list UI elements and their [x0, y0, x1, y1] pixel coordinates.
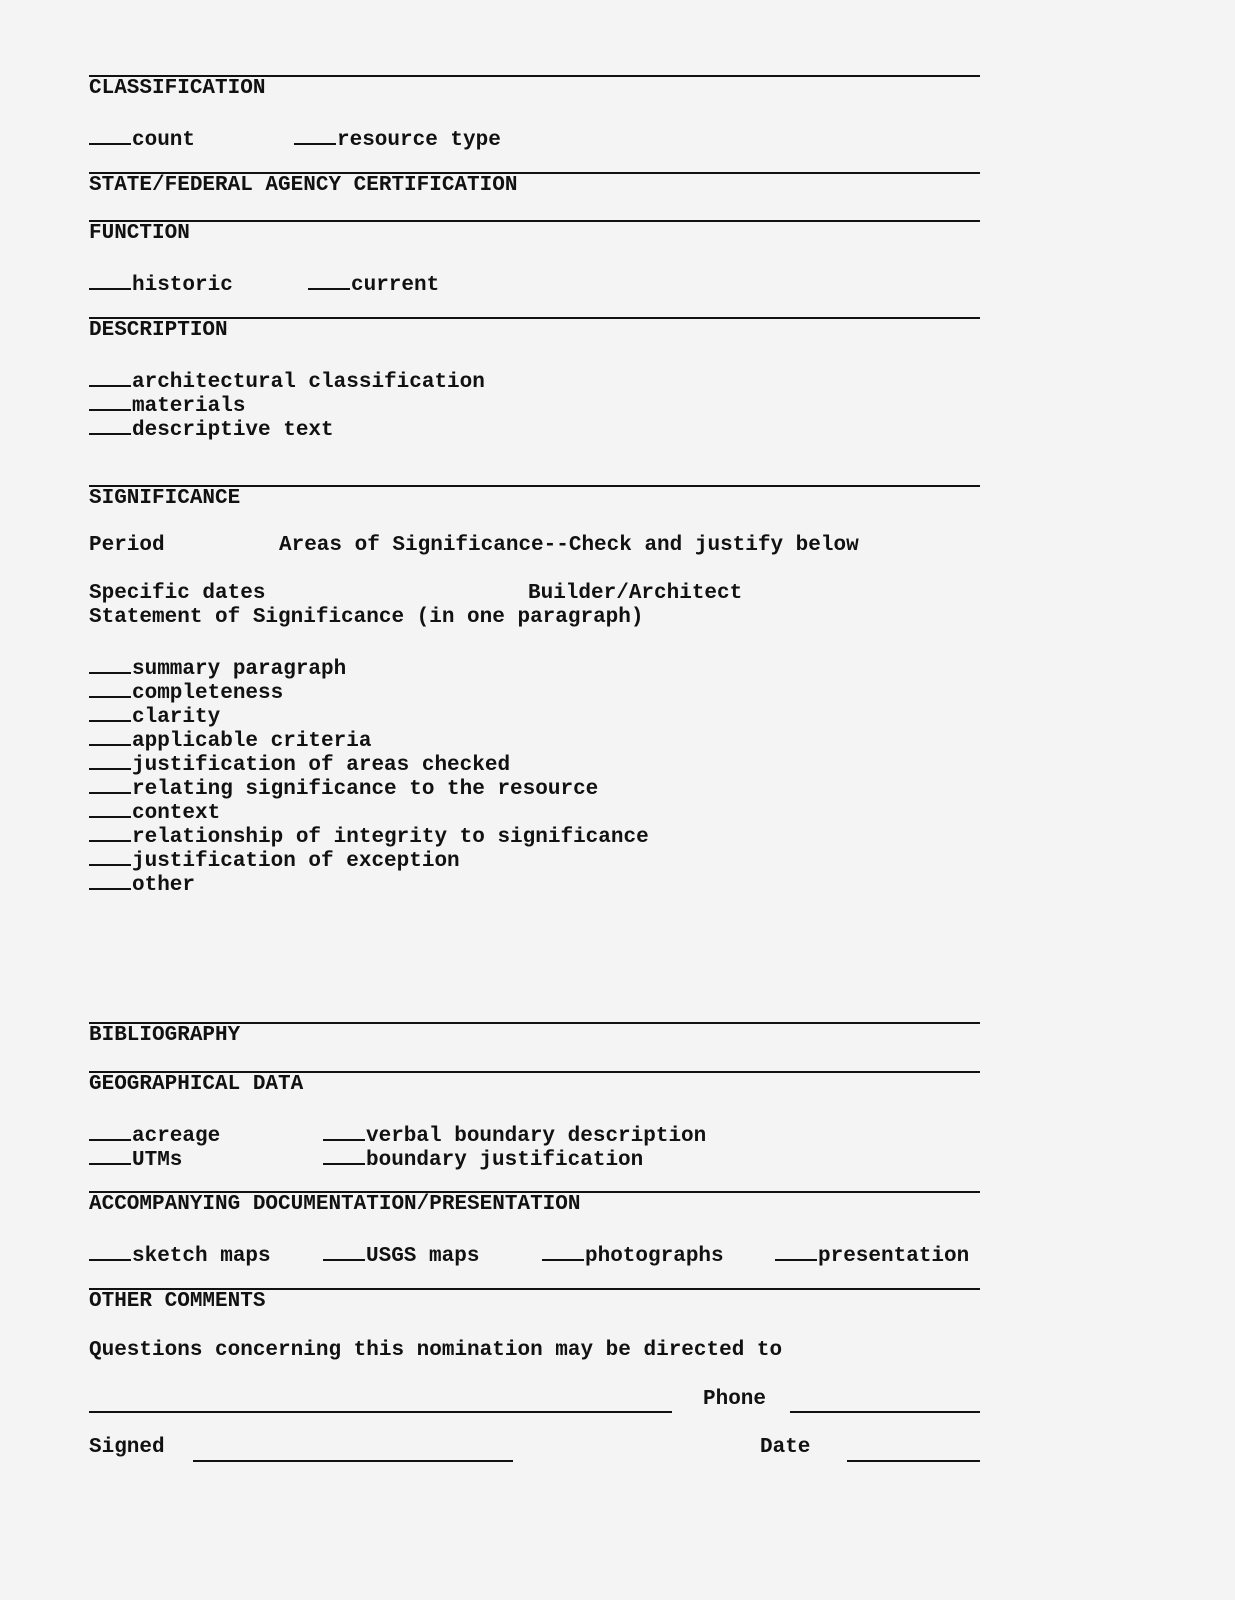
- check-blank[interactable]: [323, 1241, 365, 1261]
- check-blank[interactable]: [89, 1241, 131, 1261]
- checkbox-historic[interactable]: historic: [89, 270, 233, 298]
- check-blank[interactable]: [89, 774, 131, 794]
- date-label: Date: [760, 1436, 811, 1459]
- period-label: Period: [89, 534, 165, 557]
- signed-label: Signed: [89, 1436, 165, 1459]
- check-blank[interactable]: [89, 750, 131, 770]
- check-blank[interactable]: [89, 125, 131, 145]
- areas-label: Areas of Significance--Check and justify below: [279, 534, 859, 557]
- checkbox-integrity-relationship[interactable]: relationship of integrity to significance: [89, 822, 649, 850]
- check-blank[interactable]: [294, 125, 336, 145]
- checkbox-descriptive-text[interactable]: descriptive text: [89, 415, 334, 443]
- check-blank[interactable]: [89, 270, 131, 290]
- checkbox-count[interactable]: count: [89, 125, 195, 153]
- check-blank[interactable]: [89, 870, 131, 890]
- checkbox-sketch-maps[interactable]: sketch maps: [89, 1241, 271, 1269]
- check-blank[interactable]: [542, 1241, 584, 1261]
- check-blank[interactable]: [323, 1145, 365, 1165]
- comments-heading: OTHER COMMENTS: [89, 1290, 266, 1313]
- checkbox-presentation[interactable]: presentation: [775, 1241, 969, 1269]
- checkbox-photographs[interactable]: photographs: [542, 1241, 724, 1269]
- description-heading: DESCRIPTION: [89, 319, 228, 342]
- checkbox-context[interactable]: context: [89, 798, 220, 826]
- checkbox-applicable-criteria[interactable]: applicable criteria: [89, 726, 371, 754]
- checkbox-verbal-boundary[interactable]: verbal boundary description: [323, 1121, 706, 1149]
- significance-heading: SIGNIFICANCE: [89, 487, 241, 510]
- check-blank[interactable]: [89, 726, 131, 746]
- check-blank[interactable]: [308, 270, 350, 290]
- certification-heading: STATE/FEDERAL AGENCY CERTIFICATION: [89, 174, 518, 197]
- checkbox-clarity[interactable]: clarity: [89, 702, 220, 730]
- checkbox-relating-significance[interactable]: relating significance to the resource: [89, 774, 598, 802]
- signature-field[interactable]: [193, 1460, 513, 1462]
- phone-field[interactable]: [790, 1411, 980, 1413]
- specific-dates-label: Specific dates: [89, 582, 266, 605]
- checkbox-architectural-classification[interactable]: architectural classification: [89, 367, 485, 395]
- geographical-heading: GEOGRAPHICAL DATA: [89, 1073, 304, 1096]
- checkbox-summary-paragraph[interactable]: summary paragraph: [89, 654, 346, 682]
- checkbox-acreage[interactable]: acreage: [89, 1121, 220, 1149]
- check-blank[interactable]: [89, 391, 131, 411]
- check-blank[interactable]: [89, 415, 131, 435]
- checkbox-utms[interactable]: UTMs: [89, 1145, 182, 1173]
- check-blank[interactable]: [89, 846, 131, 866]
- check-blank[interactable]: [89, 367, 131, 387]
- checkbox-justification-exception[interactable]: justification of exception: [89, 846, 460, 874]
- phone-label: Phone: [703, 1388, 767, 1411]
- builder-architect-label: Builder/Architect: [528, 582, 743, 605]
- check-blank[interactable]: [89, 654, 131, 674]
- bibliography-heading: BIBLIOGRAPHY: [89, 1024, 241, 1047]
- checkbox-materials[interactable]: materials: [89, 391, 245, 419]
- checkbox-current[interactable]: current: [308, 270, 439, 298]
- check-blank[interactable]: [89, 822, 131, 842]
- checkbox-completeness[interactable]: completeness: [89, 678, 283, 706]
- section-divider: [89, 220, 980, 222]
- check-blank[interactable]: [89, 702, 131, 722]
- classification-heading: CLASSIFICATION: [89, 77, 266, 100]
- date-field[interactable]: [847, 1460, 980, 1462]
- check-blank[interactable]: [323, 1121, 365, 1141]
- statement-label: Statement of Significance (in one paragraph): [89, 606, 644, 629]
- checkbox-usgs-maps[interactable]: USGS maps: [323, 1241, 479, 1269]
- check-blank[interactable]: [89, 1121, 131, 1141]
- check-blank[interactable]: [89, 678, 131, 698]
- check-blank[interactable]: [89, 798, 131, 818]
- checkbox-resource-type[interactable]: resource type: [294, 125, 501, 153]
- check-blank[interactable]: [775, 1241, 817, 1261]
- contact-name-field[interactable]: [89, 1411, 672, 1413]
- checkbox-other[interactable]: other: [89, 870, 195, 898]
- check-blank[interactable]: [89, 1145, 131, 1165]
- documentation-heading: ACCOMPANYING DOCUMENTATION/PRESENTATION: [89, 1193, 581, 1216]
- checkbox-boundary-justification[interactable]: boundary justification: [323, 1145, 643, 1173]
- function-heading: FUNCTION: [89, 222, 190, 245]
- questions-text: Questions concerning this nomination may be directed to: [89, 1339, 783, 1362]
- checkbox-justification-areas[interactable]: justification of areas checked: [89, 750, 510, 778]
